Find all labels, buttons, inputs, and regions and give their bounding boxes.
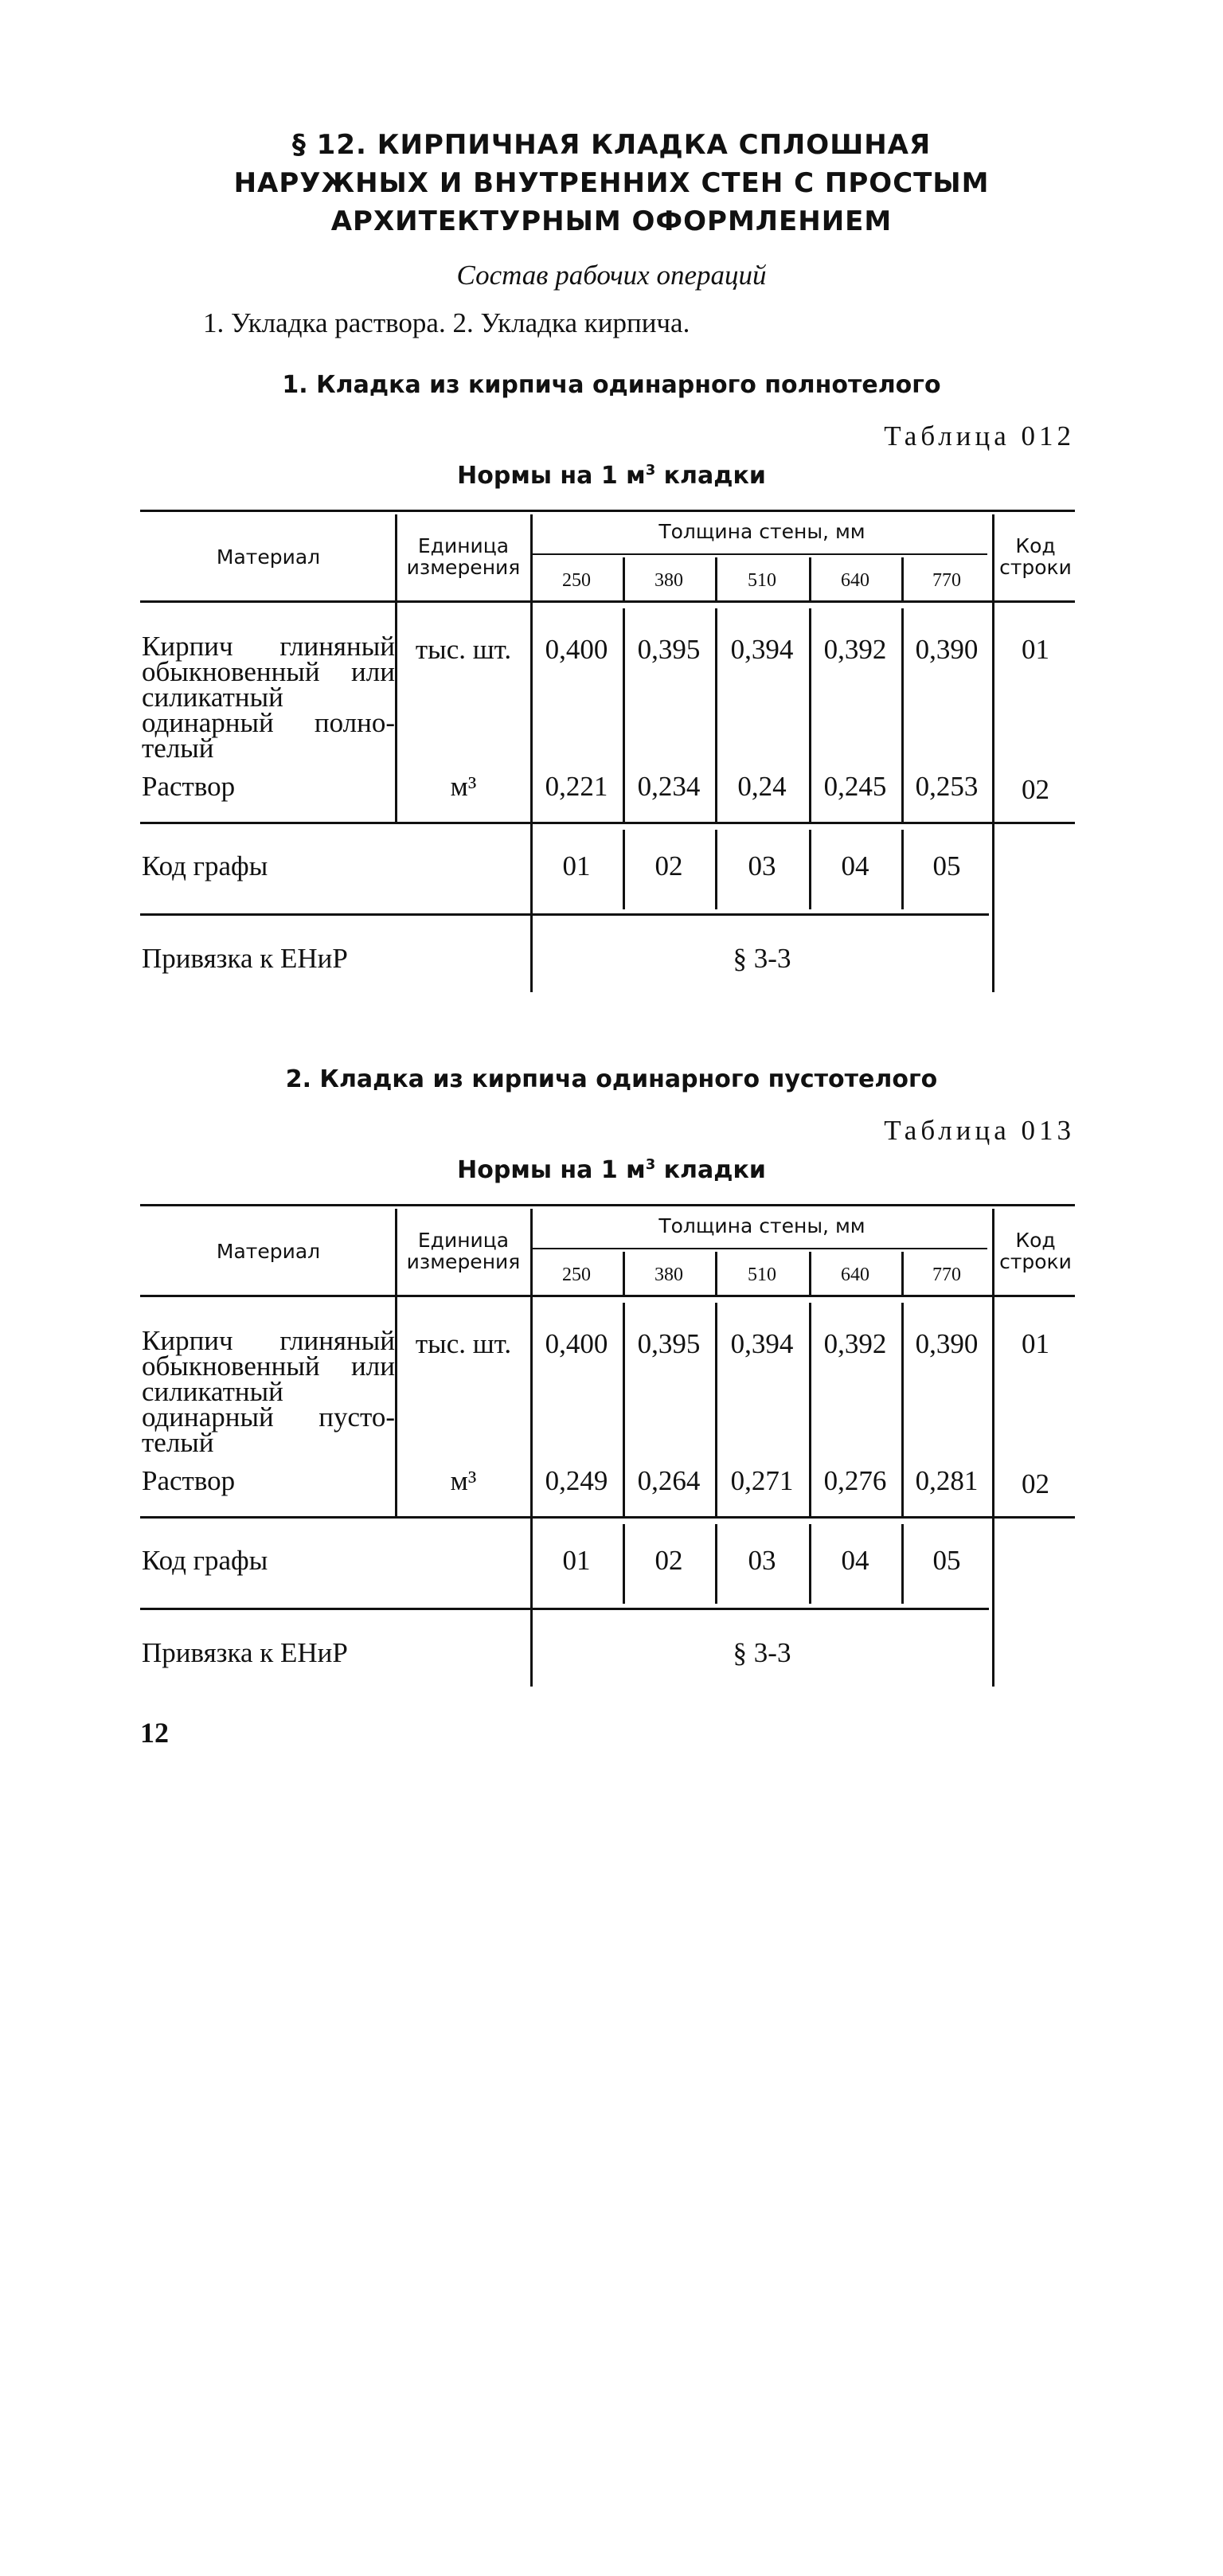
value-cell: 0,221	[545, 771, 608, 802]
section-title-line-3: АРХИТЕКТУРНЫМ ОФОРМЛЕНИЕМ	[330, 205, 893, 237]
thickness-380: 380	[654, 1265, 683, 1285]
value-cell: 0,281	[915, 1465, 979, 1496]
value-cell: 0,394	[730, 634, 794, 665]
material-line: Раствор	[142, 771, 236, 802]
value-cell: 0,276	[823, 1465, 887, 1496]
enir-ref-label: Привязка к ЕНиР	[142, 1637, 348, 1668]
header-unit: Единица измерения	[406, 534, 521, 579]
column-code-cell: 01	[562, 1545, 591, 1576]
unit-mortar: м³	[450, 771, 477, 802]
column-code-cell: 05	[932, 1545, 961, 1576]
section-title-line-1: § 12. КИРПИЧНАЯ КЛАДКА СПЛОШНАЯ	[291, 129, 932, 161]
value-cell: 0,234	[637, 771, 701, 802]
enir-ref-value: § 3-3	[733, 1637, 791, 1668]
page-number: 12	[140, 1717, 169, 1749]
material-line: силикатный	[142, 682, 283, 713]
value-cell: 0,390	[915, 1328, 979, 1359]
material-line: одинарный пусто-	[142, 1401, 395, 1433]
value-cell: 0,245	[823, 771, 887, 802]
thickness-510: 510	[748, 1265, 776, 1285]
material-brick	[142, 1325, 395, 1458]
value-cell: 0,24	[737, 771, 787, 802]
header-thickness: Толщина стены, мм	[658, 1214, 865, 1237]
table-subtitle: 1. Кладка из кирпича одинарного полнотелого	[282, 371, 941, 399]
code-mortar: 02	[1022, 774, 1049, 805]
thickness-770: 770	[932, 1265, 961, 1285]
column-code-cell: 03	[748, 1545, 776, 1576]
thickness-640: 640	[841, 570, 869, 591]
code-brick: 01	[1022, 634, 1049, 665]
table-number: Таблица 013	[884, 1115, 1075, 1146]
thickness-underline	[532, 1248, 987, 1249]
code-mortar: 02	[1022, 1468, 1049, 1499]
value-cell: 0,395	[637, 1328, 701, 1359]
material-line: Кирпич глиняный	[142, 1325, 395, 1356]
table-top-rule	[140, 1204, 1075, 1206]
code-brick: 01	[1022, 1328, 1049, 1359]
value-cell: 0,253	[915, 771, 979, 802]
value-cell: 0,400	[545, 634, 608, 665]
header-code: Код строки	[999, 1229, 1072, 1273]
value-cell: 0,394	[730, 1328, 794, 1359]
value-cell: 0,264	[637, 1465, 701, 1496]
value-cell: 0,395	[637, 634, 701, 665]
column-code-cell: 01	[562, 850, 591, 881]
material-mortar	[142, 1465, 395, 1496]
header-code: Код строки	[999, 534, 1072, 579]
thickness-380: 380	[654, 570, 683, 591]
value-cell: 0,390	[915, 634, 979, 665]
material-line: обыкновенный или	[142, 1351, 395, 1382]
body-bottom-rule	[140, 1516, 1075, 1519]
code-row-rule	[140, 1608, 989, 1610]
table-number: Таблица 012	[884, 420, 1075, 451]
section-title-line-2: НАРУЖНЫХ И ВНУТРЕННИХ СТЕН С ПРОСТЫМ	[233, 167, 990, 199]
value-cell: 0,392	[823, 1328, 887, 1359]
value-cell: 0,392	[823, 634, 887, 665]
header-material: Материал	[216, 545, 321, 569]
header-bottom-rule	[140, 1295, 1075, 1297]
norms-caption: Нормы на 1 $м^3$ кладки	[457, 1156, 766, 1184]
value-cell: 0,400	[545, 1328, 608, 1359]
table-top-rule	[140, 510, 1075, 512]
operations-heading: Состав рабочих операций	[456, 260, 767, 291]
material-line: одинарный полно-	[142, 707, 395, 738]
norms-caption: Нормы на 1 $м^3$ кладки	[457, 462, 766, 490]
thickness-250: 250	[562, 570, 591, 591]
thickness-770: 770	[932, 570, 961, 591]
column-code-label: Код графы	[142, 850, 268, 881]
column-code-cell: 04	[841, 850, 869, 881]
thickness-underline	[532, 553, 987, 555]
vline-code	[992, 1209, 994, 1687]
enir-ref-value: § 3-3	[733, 943, 791, 974]
header-unit: Единица измерения	[406, 1229, 521, 1273]
enir-ref-label: Привязка к ЕНиР	[142, 943, 348, 974]
material-line: обыкновенный или	[142, 656, 395, 687]
operations-text: 1. Укладка раствора. 2. Укладка кирпича.	[203, 307, 690, 338]
value-cell: 0,271	[730, 1465, 794, 1496]
thickness-510: 510	[748, 570, 776, 591]
material-line: силикатный	[142, 1376, 283, 1407]
header-bottom-rule	[140, 600, 1075, 603]
material-line: телый	[142, 1427, 214, 1458]
header-material: Материал	[216, 1240, 321, 1263]
material-line: Кирпич глиняный	[142, 631, 395, 662]
material-line: телый	[142, 733, 214, 764]
column-code-cell: 05	[932, 850, 961, 881]
column-code-cell: 02	[654, 1545, 683, 1576]
norms-table-block-2	[0, 694, 1223, 2576]
unit-brick: тыс. шт.	[415, 1328, 512, 1359]
header-thickness: Толщина стены, мм	[658, 520, 865, 543]
value-cell: 0,249	[545, 1465, 608, 1496]
thickness-640: 640	[841, 1265, 869, 1285]
column-code-cell: 03	[748, 850, 776, 881]
table-subtitle: 2. Кладка из кирпича одинарного пустотелого	[285, 1065, 938, 1093]
unit-brick: тыс. шт.	[415, 634, 512, 665]
thickness-250: 250	[562, 1265, 591, 1285]
material-line: Раствор	[142, 1465, 236, 1496]
column-code-cell: 04	[841, 1545, 869, 1576]
unit-mortar: м³	[450, 1465, 477, 1496]
column-code-label: Код графы	[142, 1545, 268, 1576]
column-code-cell: 02	[654, 850, 683, 881]
